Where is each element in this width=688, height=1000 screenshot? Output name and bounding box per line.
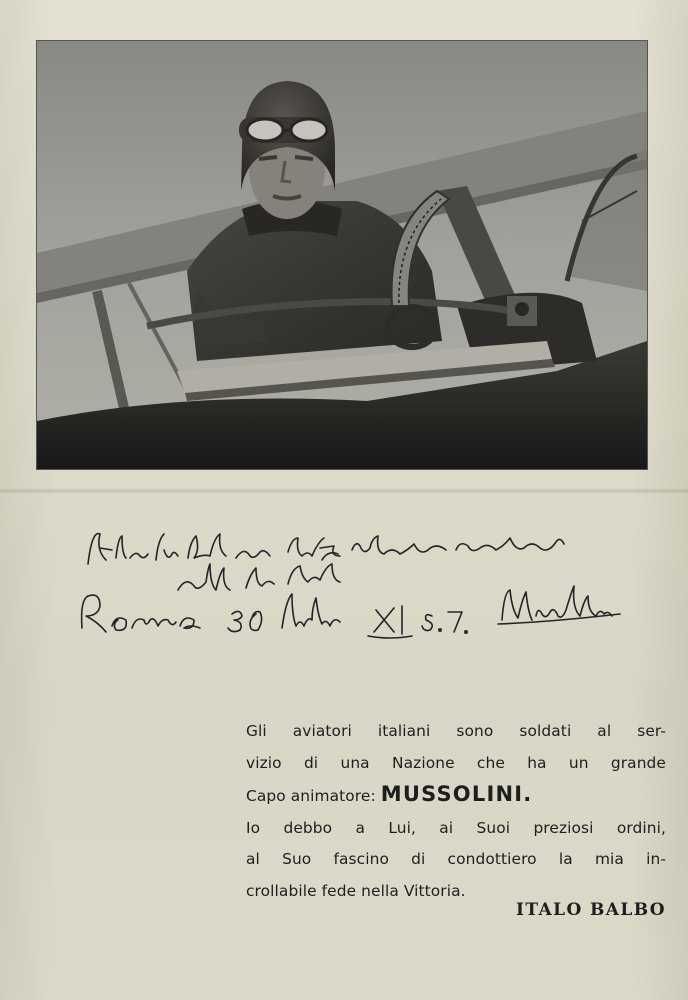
author-name: ITALO BALBO <box>516 900 666 920</box>
signature-handwriting <box>60 520 640 650</box>
quote-line-6: crollabile fede nella Vittoria. <box>246 881 466 900</box>
quote-line-5: al Suo fascino di condottiero la mia in- <box>246 850 666 868</box>
handwritten-dedication <box>60 520 640 650</box>
quote-line-4: Io debbo a Lui, ai Suoi preziosi ordini, <box>246 818 666 837</box>
fold-crease <box>0 488 688 494</box>
aviator-in-cockpit-photo <box>37 41 647 469</box>
quote-line-3-prefix: Capo animatore: <box>246 787 376 805</box>
quote-line-3 <box>246 779 666 813</box>
balbo-quote <box>246 716 666 907</box>
aviator-photo <box>36 40 648 470</box>
mussolini-name: MUSSOLINI. <box>380 782 533 806</box>
quote-line-2: vizio di una Nazione che ha un grande <box>246 753 666 772</box>
quote-line-1: Gli aviatori italiani sono soldati al ser- <box>246 722 666 740</box>
